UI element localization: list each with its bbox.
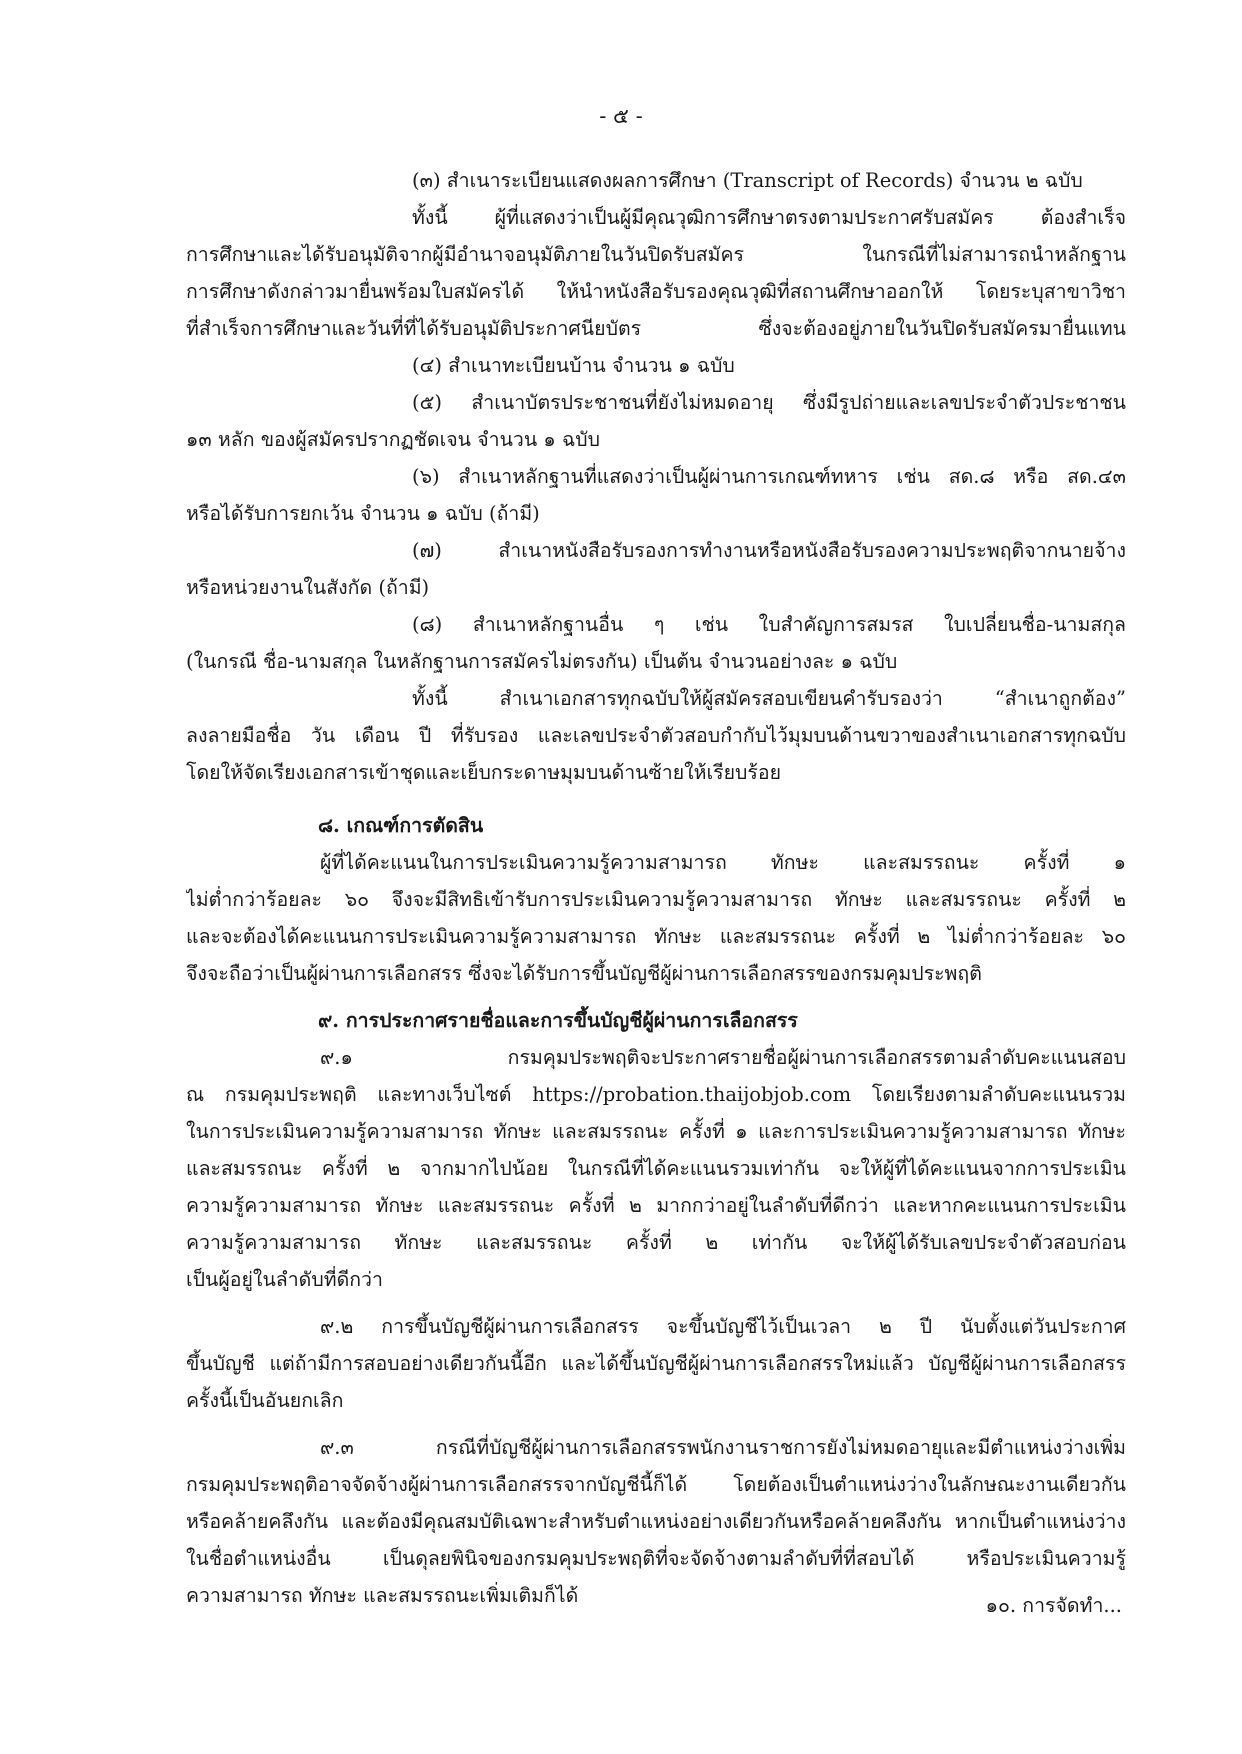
- item-6-line: หรือได้รับการยกเว้น จำนวน ๑ ฉบับ (ถ้ามี): [186, 502, 540, 525]
- item-5-line: (๕) สำเนาบัตรประชาชนที่ยังไม่หมดอายุ ซึ่งมีรูปถ่ายและเลขประจำตัวประชาชน: [412, 391, 1126, 414]
- section-9-3-line: กรมคุมประพฤติอาจจัดจ้างผู้ผ่านการเลือกสรรจากบัญชีนี้ก็ได้ โดยต้องเป็นตำแหน่งว่างในลักษณะงานเดียวกัน: [186, 1473, 1126, 1496]
- section-9-1-line: ในการประเมินความรู้ความสามารถ ทักษะ และสมรรถนะ ครั้งที่ ๑ และการประเมินความรู้ความสามารถ ทักษะ: [186, 1120, 1126, 1143]
- item-3-line: (๓) สำเนาระเบียนแสดงผลการศึกษา (Transcript of Records) จำนวน ๒ ฉบับ: [412, 169, 1083, 192]
- section-9-heading: ๙. การประกาศรายชื่อและการขึ้นบัญชีผู้ผ่านการเลือกสรร: [318, 1009, 798, 1032]
- note-line: การศึกษาและได้รับอนุมัติจากผู้มีอำนาจอนุมัติภายในวันปิดรับสมัคร ในกรณีที่ไม่สามารถนำหลักฐาน: [186, 243, 1126, 266]
- section-9-2-line: ครั้งนี้เป็นอันยกเลิก: [186, 1389, 344, 1412]
- document-body: [186, 162, 1126, 1614]
- section-9-3-line: หรือคล้ายคลึงกัน และต้องมีคุณสมบัติเฉพาะสำหรับตำแหน่งอย่างเดียวกันหรือคล้ายคลึงกัน หากเป็นตำแหน่งว่าง: [186, 1510, 1126, 1533]
- section-9-1-line: ความรู้ความสามารถ ทักษะ และสมรรถนะ ครั้งที่ ๒ เท่ากัน จะให้ผู้ได้รับเลขประจำตัวสอบก่อน: [186, 1231, 1126, 1254]
- section-8-line: และจะต้องได้คะแนนการประเมินความรู้ความสามารถ ทักษะ และสมรรถนะ ครั้งที่ ๒ ไม่ต่ำกว่าร้อยละ ๖๐: [186, 925, 1126, 948]
- item-8-line: (๘) สำเนาหลักฐานอื่น ๆ เช่น ใบสำคัญการสมรส ใบเปลี่ยนชื่อ-นามสกุล: [412, 613, 1126, 636]
- item-8-line: (ในกรณี ชื่อ-นามสกุล ในหลักฐานการสมัครไม่ตรงกัน) เป็นต้น จำนวนอย่างละ ๑ ฉบับ: [186, 650, 898, 673]
- item-6-line: (๖) สำเนาหลักฐานที่แสดงว่าเป็นผู้ผ่านการเกณฑ์ทหาร เช่น สด.๘ หรือ สด.๔๓: [412, 465, 1126, 488]
- section-8-line: จึงจะถือว่าเป็นผู้ผ่านการเลือกสรร ซึ่งจะได้รับการขึ้นบัญชีผู้ผ่านการเลือกสรรของกรมคุมประพฤติ: [186, 962, 982, 985]
- certify-line: โดยให้จัดเรียงเอกสารเข้าชุดและเย็บกระดาษมุมบนด้านซ้ายให้เรียบร้อย: [186, 761, 782, 784]
- section-9-2-line: ๙.๒ การขึ้นบัญชีผู้ผ่านการเลือกสรร จะขึ้นบัญชีไว้เป็นเวลา ๒ ปี นับตั้งแต่วันประกาศ: [320, 1315, 1126, 1338]
- note-line: ทั้งนี้ ผู้ที่แสดงว่าเป็นผู้มีคุณวุฒิการศึกษาตรงตามประกาศรับสมัคร ต้องสำเร็จ: [412, 206, 1126, 229]
- section-9-1-line: ๙.๑ กรมคุมประพฤติจะประกาศรายชื่อผู้ผ่านการเลือกสรรตามลำดับคะแนนสอบ: [320, 1046, 1126, 1069]
- note-line: การศึกษาดังกล่าวมายื่นพร้อมใบสมัครได้ ให้นำหนังสือรับรองคุณวุฒิที่สถานศึกษาออกให้ โดยระบุสาขาวิชา: [186, 280, 1126, 303]
- section-9-3-line: ในชื่อตำแหน่งอื่น เป็นดุลยพินิจของกรมคุมประพฤติที่จะจัดจ้างตามลำดับที่ที่สอบได้ หรือประเมินความรู้: [186, 1547, 1126, 1570]
- certify-line: ลงลายมือชื่อ วัน เดือน ปี ที่รับรอง และเลขประจำตัวสอบกำกับไว้มุมบนด้านขวาของสำเนาเอกสารทุกฉบับ: [186, 724, 1126, 747]
- section-9-1-line: ความรู้ความสามารถ ทักษะ และสมรรถนะ ครั้งที่ ๒ มากกว่าอยู่ในลำดับที่ดีกว่า และหากคะแนนการประเมิน: [186, 1194, 1126, 1217]
- section-8-line: ผู้ที่ได้คะแนนในการประเมินความรู้ความสามารถ ทักษะ และสมรรถนะ ครั้งที่ ๑: [320, 851, 1126, 874]
- section-8-line: ไม่ต่ำกว่าร้อยละ ๖๐ จึงจะมีสิทธิเข้ารับการประเมินความรู้ความสามารถ ทักษะ และสมรรถนะ ครั้งที่ ๒: [186, 888, 1126, 911]
- section-9-2-line: ขึ้นบัญชี แต่ถ้ามีการสอบอย่างเดียวกันนี้อีก และได้ขึ้นบัญชีผู้ผ่านการเลือกสรรใหม่แล้ว บัญชีผู้ผ่านการเลือกสรร: [186, 1352, 1126, 1375]
- section-9-3-line: ความสามารถ ทักษะ และสมรรถนะเพิ่มเติมก็ได้: [186, 1584, 579, 1607]
- item-7-line: (๗) สำเนาหนังสือรับรองการทำงานหรือหนังสือรับรองความประพฤติจากนายจ้าง: [412, 539, 1126, 562]
- certify-line: ทั้งนี้ สำเนาเอกสารทุกฉบับให้ผู้สมัครสอบเขียนคำรับรองว่า “สำเนาถูกต้อง”: [412, 687, 1126, 710]
- section-9-1-line: และสมรรถนะ ครั้งที่ ๒ จากมากไปน้อย ในกรณีที่ได้คะแนนรวมเท่ากัน จะให้ผู้ที่ได้คะแนนจากการประเมิน: [186, 1157, 1126, 1180]
- section-9-1-line: ณ กรมคุมประพฤติ และทางเว็บไซต์ https://probation.thaijobjob.com โดยเรียงตามลำดับคะแนนรวม: [186, 1083, 1126, 1106]
- continuation-note: ๑๐. การจัดทำ...: [985, 1594, 1122, 1617]
- page-number: - ๕ -: [599, 104, 643, 128]
- section-8-heading: ๘. เกณฑ์การตัดสิน: [318, 814, 484, 837]
- section-9-1-line: เป็นผู้อยู่ในลำดับที่ดีกว่า: [186, 1268, 383, 1291]
- item-5-line: ๑๓ หลัก ของผู้สมัครปรากฏชัดเจน จำนวน ๑ ฉบับ: [186, 428, 600, 451]
- item-7-line: หรือหน่วยงานในสังกัด (ถ้ามี): [186, 576, 430, 599]
- section-9-3-line: ๙.๓ กรณีที่บัญชีผู้ผ่านการเลือกสรรพนักงานราชการยังไม่หมดอายุและมีตำแหน่งว่างเพิ่ม: [320, 1436, 1126, 1459]
- note-line: ที่สำเร็จการศึกษาและวันที่ที่ได้รับอนุมัติประกาศนียบัตร ซึ่งจะต้องอยู่ภายในวันปิดรับสมัครมายื่นแทน: [186, 317, 1126, 340]
- item-4-line: (๔) สำเนาทะเบียนบ้าน จำนวน ๑ ฉบับ: [412, 354, 735, 377]
